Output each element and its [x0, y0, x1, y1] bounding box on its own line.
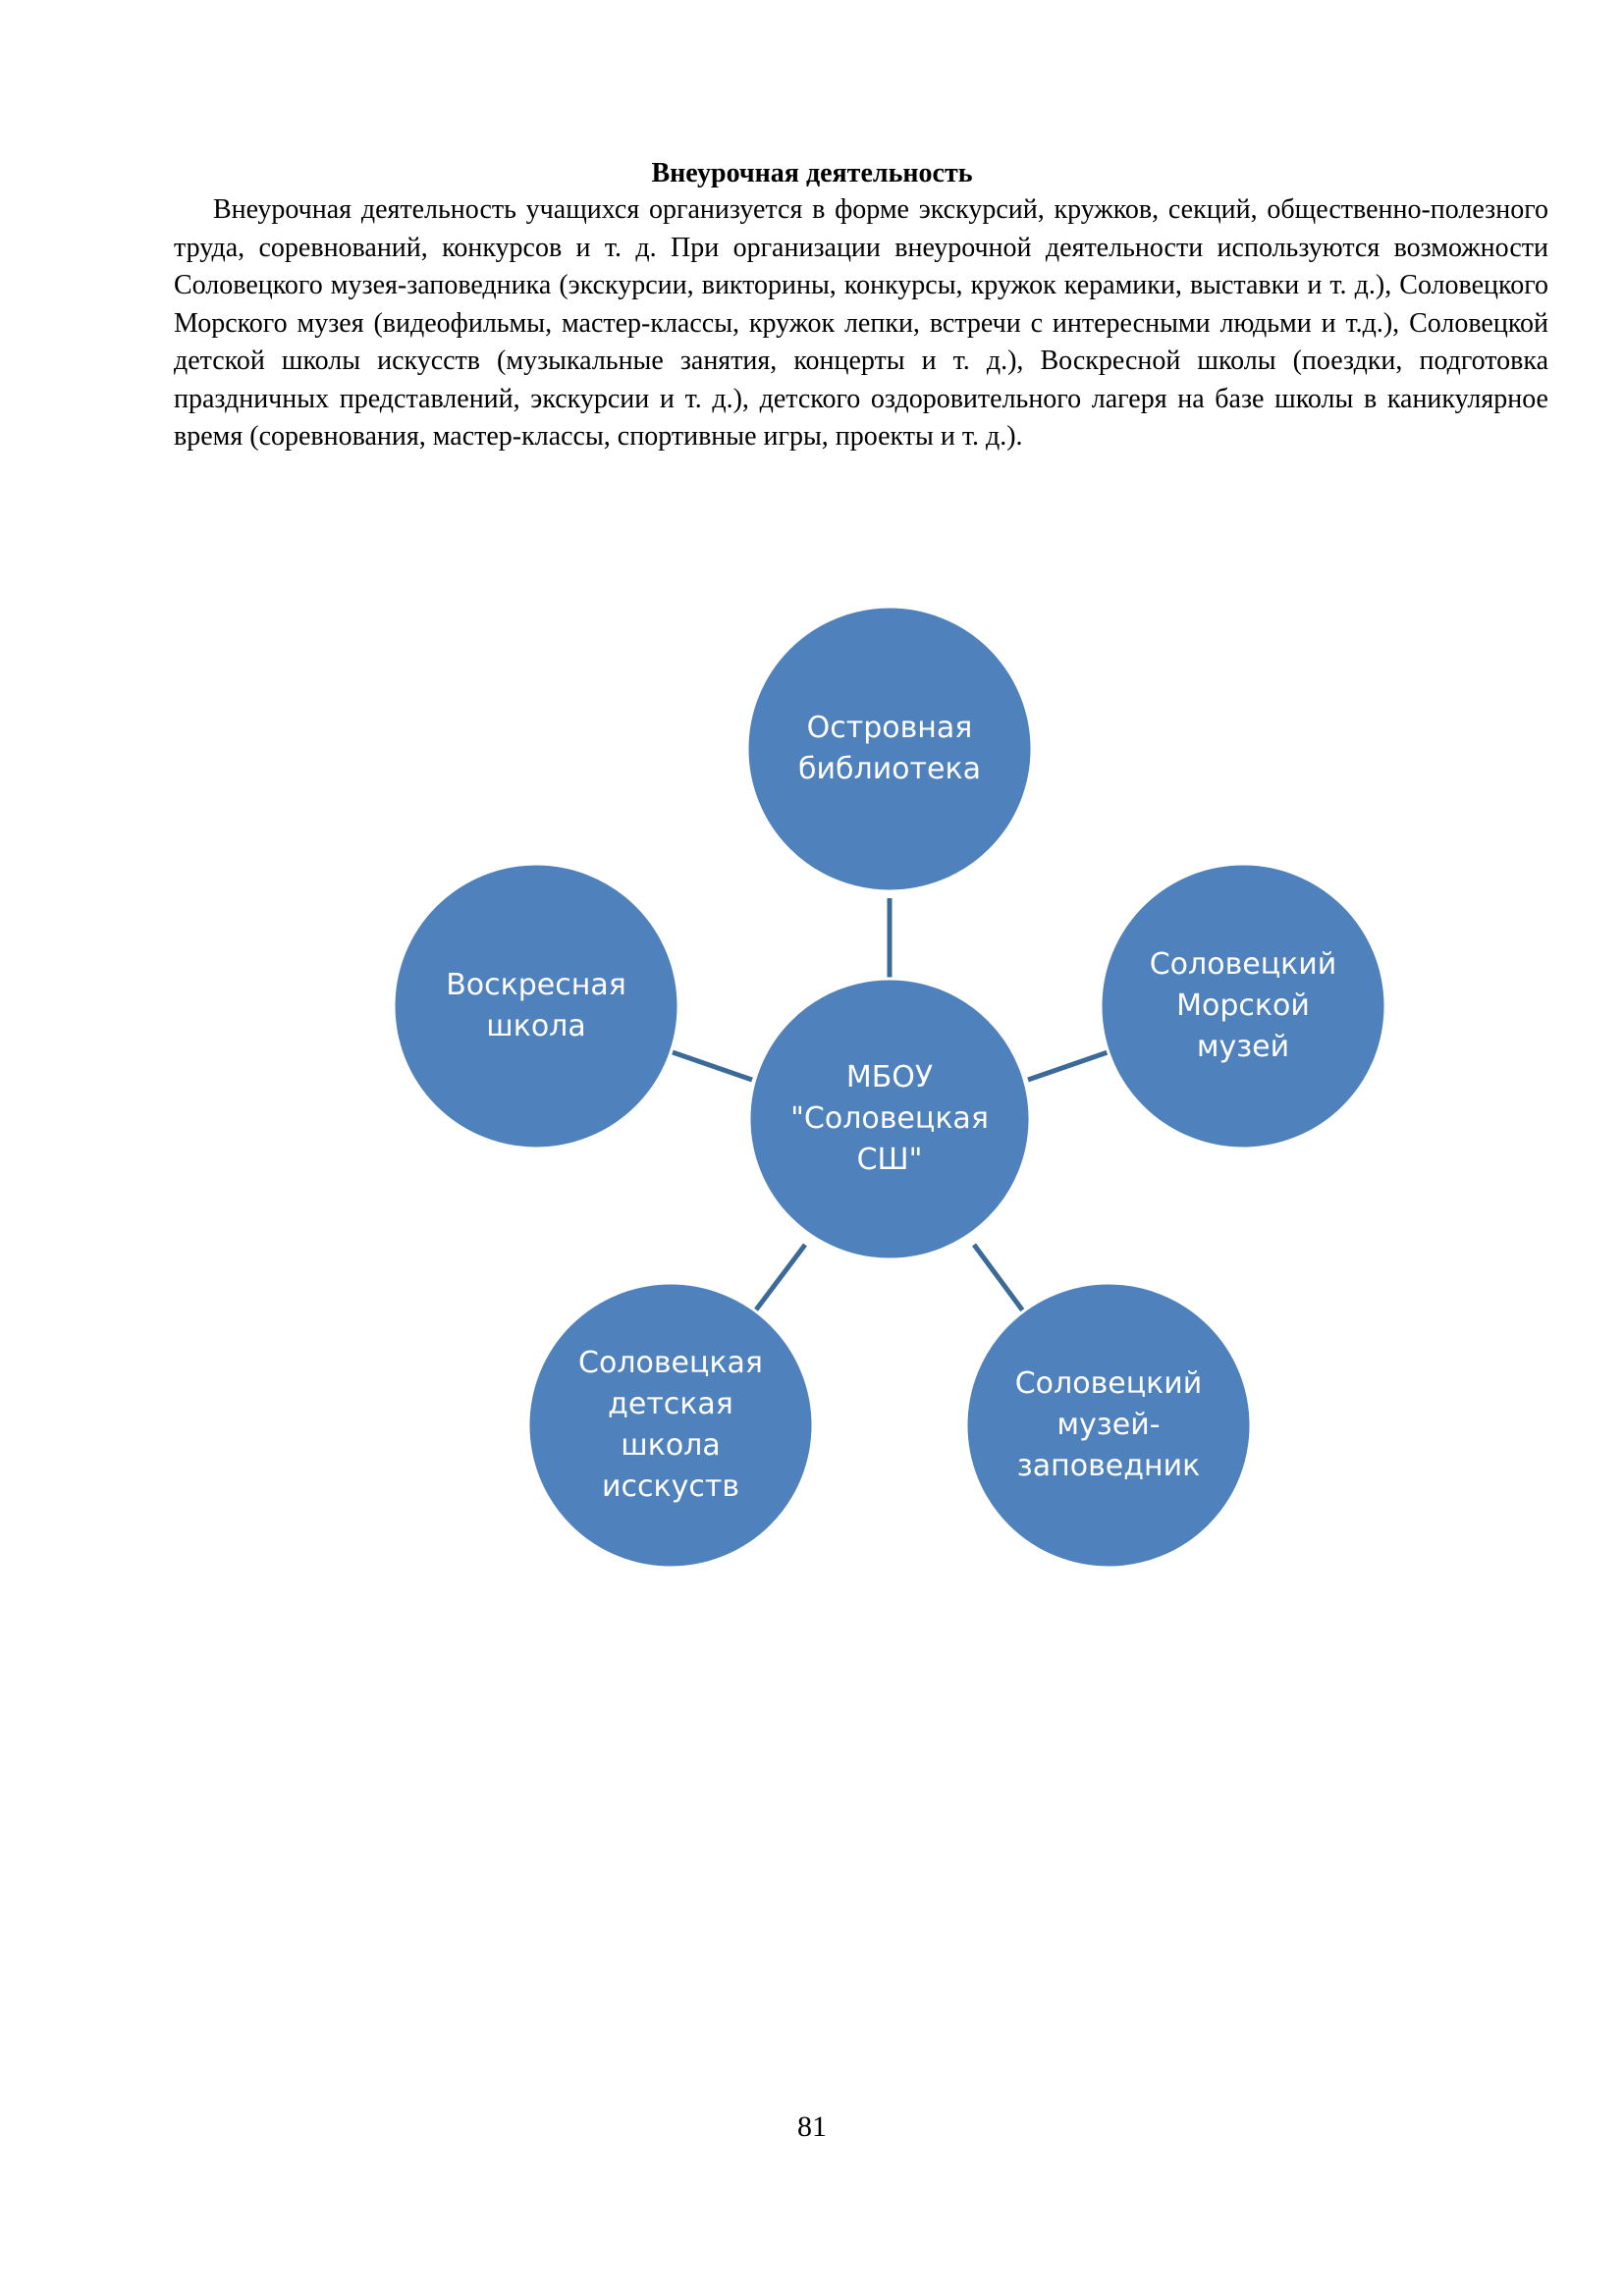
node-sunday-school-line: Воскресная	[446, 968, 626, 1002]
node-art-school-line: школа	[621, 1428, 721, 1463]
node-sea-museum-line: Морской	[1176, 988, 1310, 1023]
node-center-line: МБОУ	[845, 1060, 934, 1095]
node-reserve-museum	[986, 1303, 1231, 1548]
node-center	[767, 996, 1012, 1242]
connector-sea-museum	[1028, 1052, 1108, 1080]
body-paragraph: Внеурочная деятельность учащихся организуется в форме экскурсий, кружков, секций, общественно-полезного труда, соревнований, конкурсов и т. д. При организации внеурочной деятельности используются возможности Соловецкого музея-заповедника (экскурсии, викторины, конкурсы, кружок керамики, выставки и т. д.), Соловецкого Морского музея (видеофильмы, мастер-классы, кружок лепки, встречи с интересными людьми и т.д.), Соловецкой детской школы искусств (музыкальные занятия, концерты и т. д.), Воскресной школы (поездки, подготовка праздничных представлений, экскурсии и т. д.), детского оздоровительного лагеря на базе школы в каникулярное время (соревнования, мастер-классы, спортивные игры, проекты и т. д.).	[174, 194, 1548, 452]
node-reserve-museum-line: заповедник	[1016, 1449, 1201, 1483]
connector-sunday-school	[673, 1052, 752, 1080]
node-sunday-school	[413, 883, 659, 1129]
node-center-line: СШ"	[856, 1143, 923, 1177]
node-art-school	[548, 1303, 793, 1548]
node-library-line: Островная	[806, 711, 973, 745]
node-library	[767, 626, 1012, 872]
node-sea-museum-line: Соловецкий	[1149, 947, 1337, 982]
radial-diagram	[0, 589, 1624, 1610]
node-art-school-line: исскуств	[601, 1469, 739, 1504]
node-art-school-line: детская	[608, 1387, 733, 1421]
node-library-line: библиотека	[798, 752, 981, 786]
node-sea-museum	[1120, 883, 1366, 1129]
node-sunday-school-line: школа	[486, 1009, 586, 1043]
node-reserve-museum-line: музей-	[1056, 1408, 1161, 1442]
node-art-school-line: Соловецкая	[578, 1346, 763, 1380]
node-center-line: "Соловецкая	[790, 1101, 989, 1136]
node-sea-museum-line: музей	[1196, 1030, 1290, 1064]
node-reserve-museum-line: Соловецкий	[1014, 1366, 1203, 1401]
section-heading: Внеурочная деятельность	[651, 158, 973, 188]
page-number: 81	[797, 2110, 827, 2143]
